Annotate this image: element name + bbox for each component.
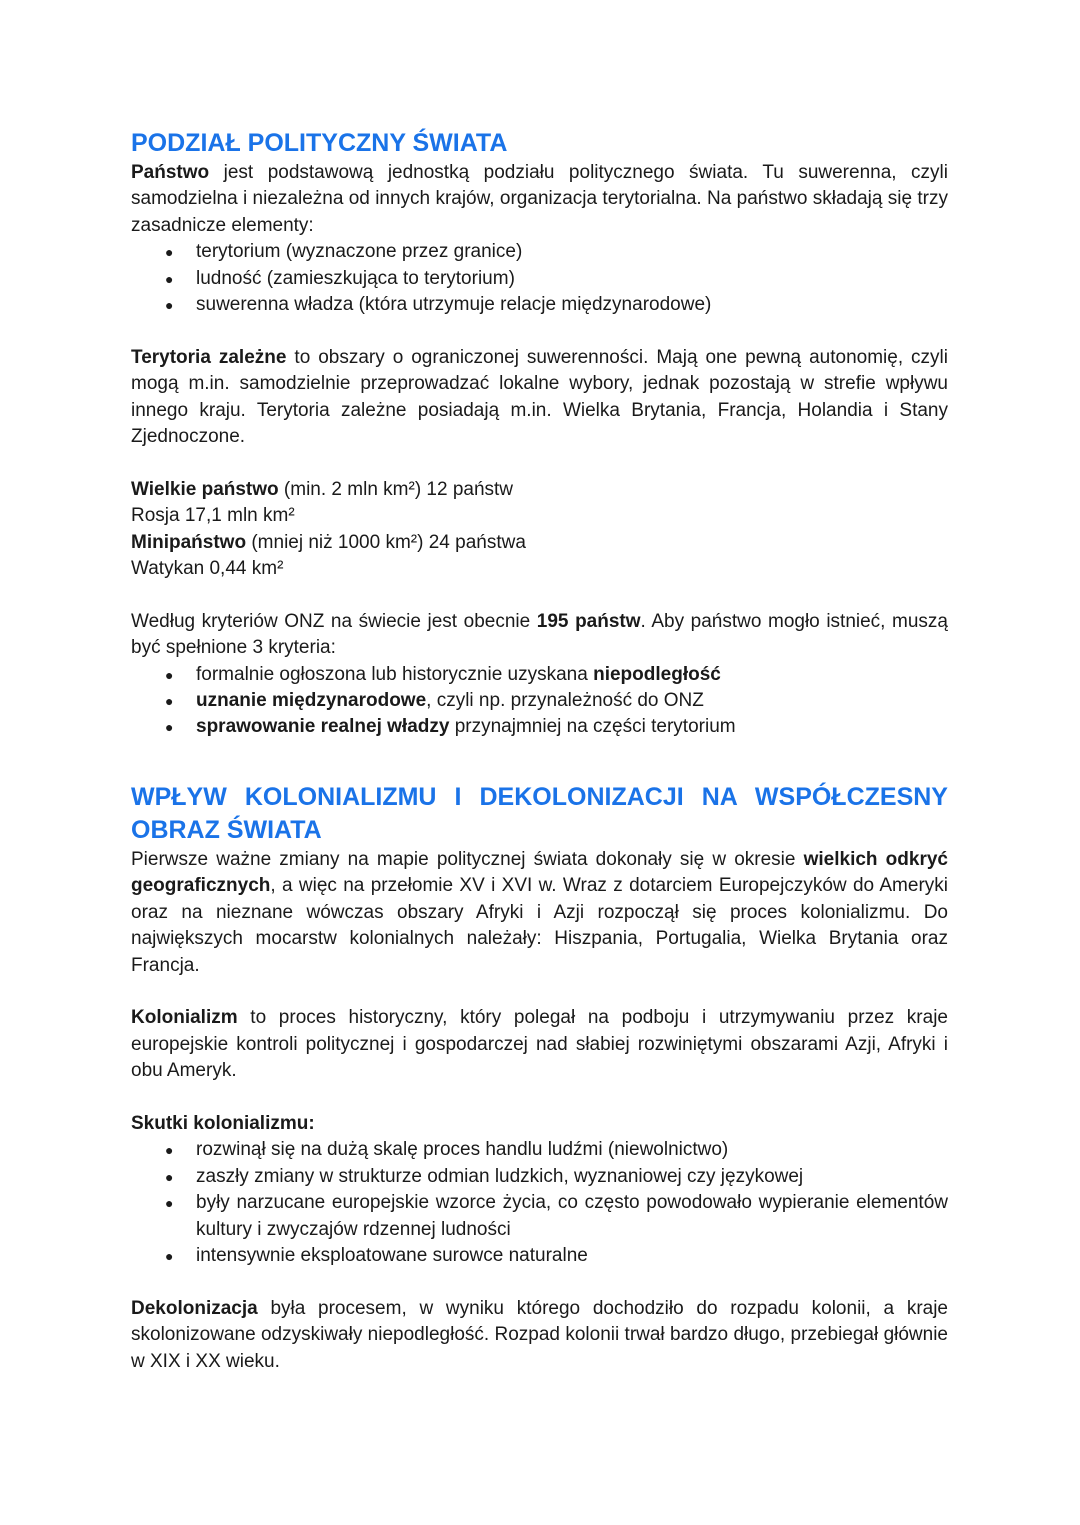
paragraph-dependent-territories: Terytoria zależne to obszary o ograniczonej suwerenności. Mają one pewną autonomię, czyli mogą m.in. samodzielnie przeprowadzać lokalne wybory, jednak pozostają w strefie wpływu innego kraju. Terytoria zależne posiadają m.in. Wielka Brytania, Francja, Holandia i Stany Zjednoczone. bbox=[131, 346, 948, 448]
effects-title: Skutki kolonializmu: bbox=[131, 1112, 315, 1134]
paragraph-decolonization: Dekolonizacja była procesem, w wyniku którego dochodziło do rozpadu kolonii, a kraje skolonizowane odzyskiwały niepodległość. Rozpad kolonii trwał bardzo długo, przebiegał głównie w XIX i XX wieku. bbox=[131, 1297, 948, 1372]
term-dependent-territories: Terytoria zależne bbox=[131, 346, 287, 368]
spacer bbox=[131, 450, 948, 476]
bullet-icon: ● bbox=[165, 270, 174, 287]
line-mini-state-example: Watykan 0,44 km² bbox=[131, 558, 284, 580]
spacer bbox=[131, 582, 948, 608]
count-states: 195 państw bbox=[536, 610, 641, 632]
list-item: ● rozwinął się na dużą skalę proces handlu ludźmi (niewolnictwo) bbox=[131, 1137, 948, 1163]
bullet-icon: ● bbox=[165, 244, 174, 261]
list-item: ● były narzucane europejskie wzorce życia, co często powodowało wypieranie elementów kultury i zwyczajów rdzennej ludności bbox=[165, 1192, 948, 1240]
spacer bbox=[131, 741, 948, 781]
term-great-discoveries: wielkich odkryć geograficznych bbox=[131, 848, 948, 897]
list-state-criteria bbox=[131, 662, 948, 741]
line-large-state-example: Rosja 17,1 mln km² bbox=[131, 505, 295, 527]
paragraph-colonialism-definition: Kolonializm to proces historyczny, który polegał na podboju i utrzymywaniu przez kraje europejskie kontroli politycznej i gospodarczej nad słabiej rozwiniętymi obszarami Azji, Afryki i obu Ameryk. bbox=[131, 1007, 948, 1082]
list-state-elements bbox=[131, 239, 948, 318]
list-item: ● suwerenna władza (która utrzymuje relacje międzynarodowe) bbox=[131, 292, 948, 318]
bullet-icon: ● bbox=[165, 666, 174, 683]
bullet-icon: ● bbox=[165, 693, 174, 710]
spacer bbox=[131, 1269, 948, 1295]
list-item: ● terytorium (wyznaczone przez granice) bbox=[131, 239, 948, 265]
line-large-state: Wielkie państwo (min. 2 mln km²) 12 państw bbox=[131, 478, 514, 500]
list-item: ● uznanie międzynarodowe, czyli np. przynależność do ONZ bbox=[131, 688, 948, 714]
list-colonialism-effects bbox=[131, 1137, 948, 1269]
section-heading-political-division: PODZIAŁ POLITYCZNY ŚWIATA bbox=[131, 129, 508, 157]
line-mini-state: Minipaństwo (mniej niż 1000 km²) 24 państwa bbox=[131, 531, 526, 553]
bullet-icon: ● bbox=[165, 1195, 174, 1212]
paragraph-colonial-intro: Pierwsze ważne zmiany na mapie politycznej świata dokonały się w okresie wielkich odkryć geograficznych, a więc na przełomie XV i XVI w. Wraz z dotarciem Europejczyków do Ameryki oraz na nieznane wówczas obszary Afryki i Azji rozpoczął się proces kolonializmu. Do największych mocarstw kolonialnych należały: Hiszpania, Portugalia, Wielka Brytania oraz Francja. bbox=[131, 848, 948, 976]
spacer bbox=[131, 318, 948, 344]
term-decolonization: Dekolonizacja bbox=[131, 1297, 258, 1319]
list-item: ● formalnie ogłoszona lub historycznie uzyskana niepodległość bbox=[131, 662, 948, 688]
spacer bbox=[131, 979, 948, 1005]
bullet-icon: ● bbox=[165, 719, 174, 736]
bullet-icon: ● bbox=[165, 1247, 174, 1264]
term-large-state: Wielkie państwo bbox=[131, 478, 279, 500]
document-page bbox=[131, 127, 948, 1375]
bullet-icon: ● bbox=[165, 297, 174, 314]
list-item: ● sprawowanie realnej władzy przynajmniej na części terytorium bbox=[131, 714, 948, 740]
paragraph-state-definition: Państwo jest podstawową jednostką podziału politycznego świata. Tu suwerenna, czyli samodzielna i niezależna od innych krajów, organizacja terytorialna. Na państwo składają się trzy zasadnicze elementy: bbox=[131, 162, 948, 236]
section-heading-colonialism: WPŁYW KOLONIALIZMU I DEKOLONIZACJI NA WSPÓŁCZESNY OBRAZ ŚWIATA bbox=[131, 782, 948, 844]
term-state: Państwo bbox=[131, 162, 210, 183]
spacer bbox=[131, 1085, 948, 1111]
term-mini-state: Minipaństwo bbox=[131, 531, 247, 553]
paragraph-onz-criteria: Według kryteriów ONZ na świecie jest obecnie 195 państw. Aby państwo mogło istnieć, muszą być spełnione 3 kryteria: bbox=[131, 610, 948, 659]
list-item: ● zaszły zmiany w strukturze odmian ludzkich, wyznaniowej czy językowej bbox=[131, 1164, 948, 1190]
list-item: ● intensywnie eksploatowane surowce naturalne bbox=[131, 1243, 948, 1269]
bullet-icon: ● bbox=[165, 1168, 174, 1185]
bullet-icon: ● bbox=[165, 1142, 174, 1159]
list-item: ● ludność (zamieszkująca to terytorium) bbox=[131, 266, 948, 292]
term-colonialism: Kolonializm bbox=[131, 1007, 238, 1029]
